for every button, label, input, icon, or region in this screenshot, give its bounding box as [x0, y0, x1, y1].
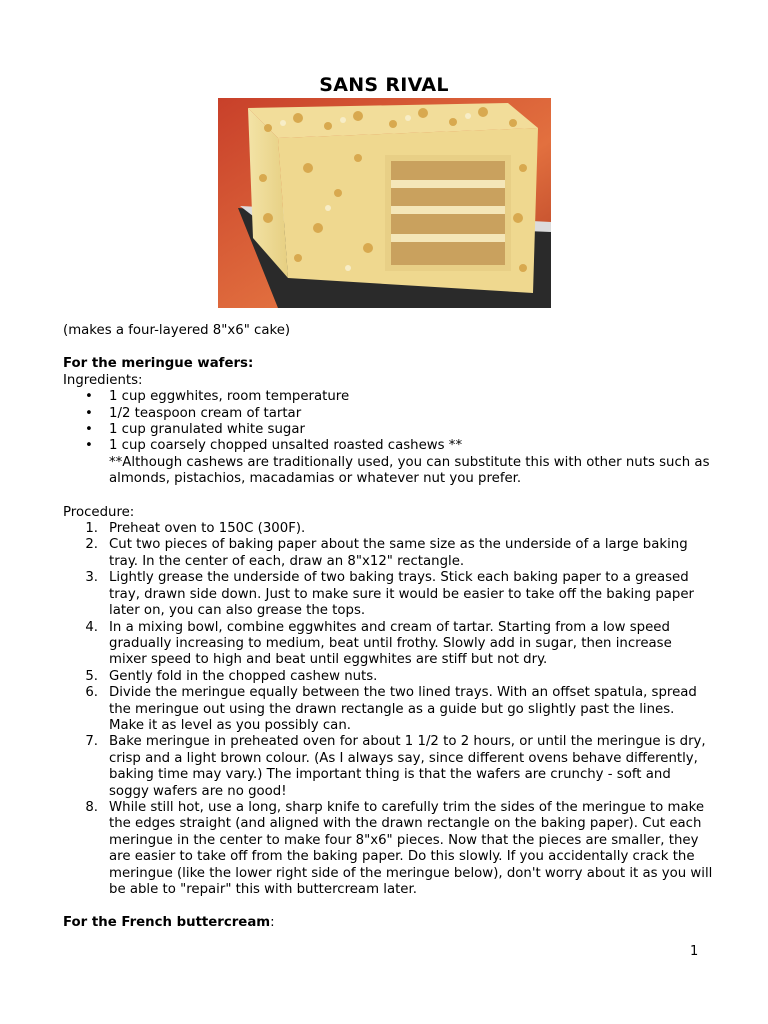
- meringue-heading: For the meringue wafers:: [63, 356, 254, 372]
- list-item: 2. Cut two pieces of baking paper about the same size as the underside of a large baking tray. In the center of each, draw an 8"x12" rectangle.: [85, 537, 688, 569]
- recipe-body: [63, 323, 713, 932]
- list-item: 7. Bake meringue in preheated oven for about 1 1/2 to 2 hours, or until the meringue is dry, crisp and a light brown colour. (As I always say, since different ovens behave differently, baking time may vary.) The important thing is that the wafers are crunchy - soft and soggy wafers are no good!: [85, 734, 706, 799]
- bullet-icon: •: [85, 438, 93, 454]
- bullet-icon: •: [85, 389, 93, 405]
- ingredients-label: Ingredients:: [63, 372, 143, 388]
- recipe-title: SANS RIVAL: [319, 74, 449, 96]
- list-item: 5. Gently fold in the chopped cashew nuts.: [85, 668, 378, 684]
- list-item: 1. Preheat oven to 150C (300F).: [85, 521, 306, 537]
- bullet-icon: •: [85, 422, 93, 438]
- ingredient-note: **Although cashews are traditionally used, you can substitute this with other nuts such as almonds, pistachios, macadamias or whatever nut you prefer.: [109, 454, 710, 487]
- procedure-label: Procedure:: [63, 504, 135, 520]
- procedure-steps: [63, 521, 713, 898]
- sans-rival-cake-photo: [218, 98, 551, 308]
- ingredient-list: [63, 389, 713, 487]
- yield-note: (makes a four-layered 8"x6" cake): [63, 323, 291, 338]
- list-item: • 1 cup coarsely chopped unsalted roasted cashews ** **Although cashews are traditionally used, you can substitute this with other nuts such as almonds, pistachios, macadamias or whatever nut you prefer.: [85, 438, 710, 487]
- list-item: • 1 cup granulated white sugar: [85, 422, 305, 438]
- buttercream-heading: For the French buttercream: [63, 915, 271, 931]
- list-item: 8. While still hot, use a long, sharp knife to carefully trim the sides of the meringue to make the edges straight (and aligned with the drawn rectangle on the baking paper). Cut each meringue in the center to make four 8"x6" pieces. Now that the pieces are smaller, they are easier to take off from the baking paper. Do this slowly. If you accidentally crack the meringue (like the lower right side of the meringue below), don't worry about it as you will be able to "repair" this with buttercream later.: [85, 799, 713, 897]
- list-item: 4. In a mixing bowl, combine eggwhites and cream of tartar. Starting from a low speed gradually increasing to medium, beat until frothy. Slowly add in sugar, then increase mixer speed to high and beat until eggwhites are stiff but not dry.: [85, 619, 672, 668]
- list-item: • 1/2 teaspoon cream of tartar: [85, 405, 302, 421]
- buttercream-heading-line: For the French buttercream:: [63, 915, 275, 931]
- bullet-icon: •: [85, 405, 93, 421]
- list-item: • 1 cup eggwhites, room temperature: [85, 389, 350, 405]
- list-item: 6. Divide the meringue equally between the two lined trays. With an offset spatula, spread the meringue out using the drawn rectangle as a guide but go slightly past the lines. Make it as level as you possibly can.: [85, 685, 697, 733]
- list-item: 3. Lightly grease the underside of two baking trays. Stick each baking paper to a greased tray, drawn side down. Just to make sure it would be easier to take off the baking paper later on, you can also grease the tops.: [85, 570, 695, 619]
- page-number: 1: [690, 944, 699, 959]
